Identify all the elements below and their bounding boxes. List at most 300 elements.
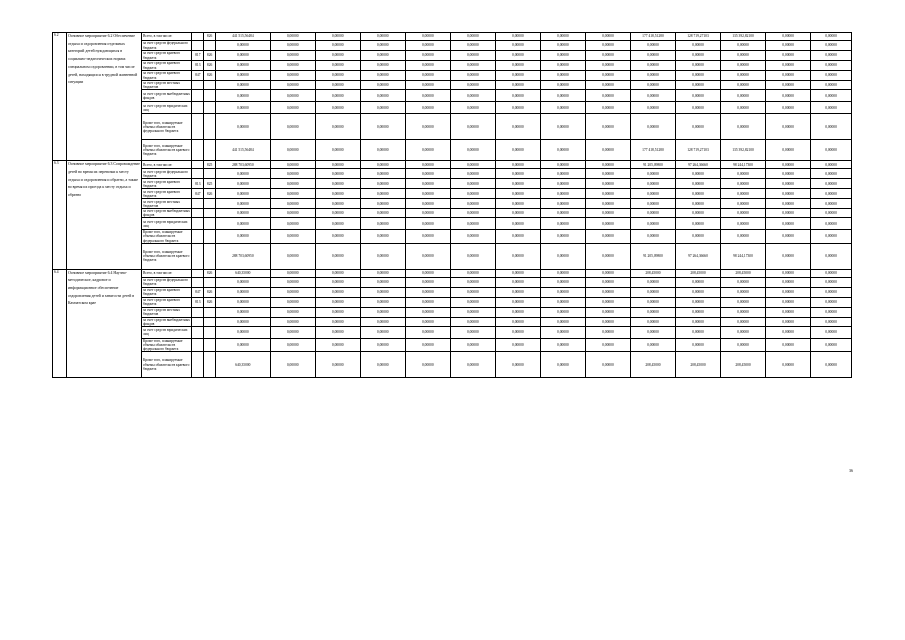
amount-cell: 0,00000	[495, 51, 540, 61]
amount-cell: 0,00000	[450, 41, 495, 51]
amount-cell: 0,00000	[585, 179, 630, 189]
table-row	[53, 189, 852, 199]
amount-cell: 0,00000	[450, 209, 495, 218]
amount-cell: 0,00000	[811, 338, 852, 351]
amount-cell: 0,00000	[315, 338, 360, 351]
amount-cell: 0,00000	[811, 33, 852, 41]
budget-table	[52, 32, 852, 378]
rz-code: 826	[204, 61, 216, 71]
amount-cell: 0,00000	[811, 61, 852, 71]
grbs-code: 847	[192, 189, 204, 199]
amount-cell: 0,00000	[360, 140, 405, 161]
amount-cell: 0,00000	[450, 338, 495, 351]
funding-source-label: Всего, в том числе:	[142, 269, 192, 277]
rz-code: 826	[204, 297, 216, 307]
amount-cell: 0,00000	[270, 81, 315, 90]
amount-cell: 0,00000	[495, 307, 540, 317]
rz-code	[204, 230, 216, 243]
amount-cell: 0,00000	[675, 209, 720, 218]
grbs-code	[192, 230, 204, 243]
section-description: Основное мероприятие 6.4 Научно-методическое, кадровое и информационное обеспечение оздоровления детей и занятости детей в Камчатском крае	[66, 269, 141, 377]
amount-cell: 0,00000	[766, 51, 811, 61]
amount-cell: 0,00000	[405, 218, 450, 230]
amount-cell: 0,00000	[216, 277, 271, 287]
amount-cell: 0,00000	[630, 71, 675, 81]
amount-cell: 0,00000	[495, 243, 540, 269]
amount-cell: 0,00000	[360, 90, 405, 102]
amount-cell: 0,00000	[766, 317, 811, 326]
amount-cell: 0,00000	[360, 338, 405, 351]
amount-cell: 0,00000	[405, 90, 450, 102]
table-row	[53, 218, 852, 230]
amount-cell: 0,00000	[360, 71, 405, 81]
amount-cell: 0,00000	[811, 41, 852, 51]
amount-cell: 0,00000	[450, 218, 495, 230]
grbs-code	[192, 41, 204, 51]
amount-cell: 0,00000	[585, 41, 630, 51]
amount-cell: 0,00000	[540, 114, 585, 140]
amount-cell: 0,00000	[495, 71, 540, 81]
amount-cell: 0,00000	[216, 114, 271, 140]
amount-cell: 0,00000	[630, 277, 675, 287]
grbs-code	[192, 169, 204, 179]
amount-cell: 0,00000	[450, 81, 495, 90]
amount-cell: 0,00000	[450, 199, 495, 209]
amount-cell: 0,00000	[540, 33, 585, 41]
amount-cell: 0,00000	[315, 114, 360, 140]
amount-cell: 0,00000	[315, 51, 360, 61]
amount-cell: 0,00000	[216, 81, 271, 90]
amount-cell: 0,00000	[270, 338, 315, 351]
amount-cell: 0,00000	[315, 61, 360, 71]
rz-code	[204, 90, 216, 102]
amount-cell: 0,00000	[270, 51, 315, 61]
amount-cell: 0,00000	[585, 307, 630, 317]
amount-cell: 0,00000	[675, 287, 720, 297]
amount-cell: 0,00000	[360, 102, 405, 114]
grbs-code	[192, 243, 204, 269]
amount-cell: 0,00000	[675, 199, 720, 209]
amount-cell: 0,00000	[766, 189, 811, 199]
amount-cell: 0,00000	[270, 230, 315, 243]
amount-cell: 91 205,09800	[630, 161, 675, 169]
amount-cell: 0,00000	[540, 41, 585, 51]
amount-cell: 0,00000	[630, 326, 675, 338]
amount-cell: 0,00000	[811, 140, 852, 161]
amount-cell: 0,00000	[450, 317, 495, 326]
amount-cell: 0,00000	[450, 326, 495, 338]
amount-cell: 0,00000	[721, 277, 766, 287]
amount-cell: 0,00000	[675, 338, 720, 351]
amount-cell: 0,00000	[495, 338, 540, 351]
grbs-code	[192, 269, 204, 277]
amount-cell: 0,00000	[315, 161, 360, 169]
amount-cell: 0,00000	[766, 90, 811, 102]
amount-cell: 0,00000	[721, 338, 766, 351]
amount-cell: 0,00000	[315, 140, 360, 161]
amount-cell: 0,00000	[315, 352, 360, 378]
amount-cell: 0,00000	[360, 277, 405, 287]
amount-cell: 0,00000	[216, 51, 271, 61]
amount-cell: 0,00000	[360, 287, 405, 297]
amount-cell: 0,00000	[495, 140, 540, 161]
amount-cell: 0,00000	[811, 90, 852, 102]
amount-cell: 0,00000	[270, 307, 315, 317]
amount-cell: 0,00000	[405, 33, 450, 41]
rz-code: 826	[204, 287, 216, 297]
amount-cell: 0,00000	[585, 338, 630, 351]
amount-cell: 0,00000	[495, 81, 540, 90]
amount-cell: 0,00000	[405, 41, 450, 51]
amount-cell: 0,00000	[405, 179, 450, 189]
amount-cell: 0,00000	[721, 189, 766, 199]
amount-cell: 0,00000	[360, 51, 405, 61]
amount-cell: 0,00000	[721, 287, 766, 297]
amount-cell: 0,00000	[360, 307, 405, 317]
amount-cell: 0,00000	[540, 297, 585, 307]
amount-cell: 0,00000	[675, 307, 720, 317]
amount-cell: 0,00000	[495, 102, 540, 114]
amount-cell: 0,00000	[585, 326, 630, 338]
amount-cell: 0,00000	[270, 71, 315, 81]
amount-cell: 0,00000	[811, 71, 852, 81]
table-row	[53, 81, 852, 90]
amount-cell: 0,00000	[721, 218, 766, 230]
table-row	[53, 243, 852, 269]
funding-source-label: за счет средств краевого бюджета	[142, 297, 192, 307]
amount-cell: 0,00000	[405, 81, 450, 90]
amount-cell: 0,00000	[405, 307, 450, 317]
amount-cell: 0,00000	[495, 317, 540, 326]
amount-cell: 0,00000	[540, 81, 585, 90]
amount-cell: 0,00000	[675, 61, 720, 71]
amount-cell: 0,00000	[315, 179, 360, 189]
amount-cell: 0,00000	[540, 243, 585, 269]
amount-cell: 0,00000	[216, 338, 271, 351]
funding-source-label: за счет средств краевого бюджета	[142, 51, 192, 61]
amount-cell: 0,00000	[540, 326, 585, 338]
amount-cell: 0,00000	[675, 326, 720, 338]
amount-cell: 0,00000	[630, 81, 675, 90]
amount-cell: 0,00000	[811, 102, 852, 114]
funding-source-label: за счет средств краевого бюджета	[142, 179, 192, 189]
amount-cell: 0,00000	[405, 338, 450, 351]
grbs-code: 813	[192, 179, 204, 189]
amount-cell: 0,00000	[405, 102, 450, 114]
amount-cell: 0,00000	[270, 287, 315, 297]
amount-cell: 0,00000	[360, 81, 405, 90]
amount-cell: 0,00000	[315, 41, 360, 51]
amount-cell: 0,00000	[450, 169, 495, 179]
amount-cell: 0,00000	[315, 277, 360, 287]
amount-cell: 0,00000	[585, 218, 630, 230]
grbs-code	[192, 307, 204, 317]
amount-cell: 0,00000	[405, 161, 450, 169]
amount-cell: 0,00000	[721, 81, 766, 90]
table-row	[53, 352, 852, 378]
amount-cell: 0,00000	[495, 114, 540, 140]
amount-cell: 0,00000	[360, 169, 405, 179]
amount-cell: 0,00000	[360, 218, 405, 230]
amount-cell: 0,00000	[630, 90, 675, 102]
amount-cell: 0,00000	[216, 297, 271, 307]
amount-cell: 0,00000	[270, 90, 315, 102]
amount-cell: 0,00000	[721, 90, 766, 102]
amount-cell: 0,00000	[766, 61, 811, 71]
page-number: 36	[849, 468, 853, 473]
amount-cell: 288 703,60950	[216, 161, 271, 169]
amount-cell: 0,00000	[721, 307, 766, 317]
rz-code	[204, 199, 216, 209]
amount-cell: 288 703,60950	[216, 243, 271, 269]
grbs-code: 813	[192, 297, 204, 307]
amount-cell: 0,00000	[450, 287, 495, 297]
amount-cell: 0,00000	[811, 218, 852, 230]
amount-cell: 0,00000	[585, 90, 630, 102]
funding-source-label: за счет средств внебюджетных фондов	[143, 209, 190, 218]
amount-cell: 0,00000	[216, 90, 271, 102]
amount-cell: 0,00000	[405, 169, 450, 179]
amount-cell: 0,00000	[675, 90, 720, 102]
grbs-code	[192, 277, 204, 287]
amount-cell: 0,00000	[811, 317, 852, 326]
amount-cell: 0,00000	[675, 51, 720, 61]
amount-cell: 0,00000	[216, 189, 271, 199]
amount-cell: 441 515,56484	[216, 33, 271, 41]
amount-cell: 0,00000	[405, 326, 450, 338]
amount-cell: 0,00000	[360, 61, 405, 71]
amount-cell: 0,00000	[405, 287, 450, 297]
funding-source-label: за счет средств краевого бюджета	[142, 189, 192, 199]
amount-cell: 0,00000	[450, 51, 495, 61]
table-row	[53, 307, 852, 317]
amount-cell: 0,00000	[585, 140, 630, 161]
amount-cell: 0,00000	[721, 209, 766, 218]
amount-cell: 0,00000	[360, 326, 405, 338]
amount-cell: 0,00000	[585, 81, 630, 90]
amount-cell: 0,00000	[630, 179, 675, 189]
amount-cell: 0,00000	[495, 179, 540, 189]
amount-cell: 98 244,17300	[721, 161, 766, 169]
amount-cell: 0,00000	[270, 199, 315, 209]
amount-cell: 0,00000	[450, 189, 495, 199]
table-row	[53, 179, 852, 189]
funding-source-label: Кроме того, планируемые объемы обязательств федерального бюджета	[142, 230, 192, 243]
rz-code: 825	[204, 179, 216, 189]
amount-cell: 0,00000	[270, 140, 315, 161]
amount-cell: 0,00000	[405, 61, 450, 71]
amount-cell: 0,00000	[270, 218, 315, 230]
amount-cell: 0,00000	[811, 287, 852, 297]
amount-cell: 0,00000	[811, 277, 852, 287]
amount-cell: 0,00000	[811, 230, 852, 243]
amount-cell: 0,00000	[585, 114, 630, 140]
table-row	[53, 277, 852, 287]
amount-cell: 0,00000	[811, 297, 852, 307]
amount-cell: 0,00000	[450, 90, 495, 102]
amount-cell: 0,00000	[630, 51, 675, 61]
amount-cell: 0,00000	[405, 269, 450, 277]
funding-source-label: Кроме того, планируемые объемы обязательств федерального бюджета	[142, 114, 192, 140]
amount-cell: 0,00000	[360, 114, 405, 140]
amount-cell: 0,00000	[540, 169, 585, 179]
amount-cell: 0,00000	[630, 317, 675, 326]
amount-cell: 0,00000	[360, 352, 405, 378]
amount-cell: 0,00000	[540, 209, 585, 218]
amount-cell: 0,00000	[766, 297, 811, 307]
amount-cell: 0,00000	[495, 287, 540, 297]
amount-cell: 0,00000	[766, 243, 811, 269]
grbs-code	[192, 317, 204, 326]
table-row	[53, 199, 852, 209]
funding-source-label: за счет средств краевого бюджета	[142, 71, 192, 81]
amount-cell: 0,00000	[766, 287, 811, 297]
amount-cell: 0,00000	[360, 243, 405, 269]
amount-cell: 0,00000	[721, 102, 766, 114]
table-row	[53, 71, 852, 81]
amount-cell: 0,00000	[360, 297, 405, 307]
amount-cell: 0,00000	[216, 209, 271, 218]
amount-cell: 0,00000	[766, 230, 811, 243]
amount-cell: 0,00000	[766, 169, 811, 179]
amount-cell: 0,00000	[766, 114, 811, 140]
amount-cell: 0,00000	[270, 317, 315, 326]
rz-code	[204, 102, 216, 114]
amount-cell: 208,45000	[721, 269, 766, 277]
amount-cell: 0,00000	[315, 169, 360, 179]
table-row	[53, 209, 852, 218]
amount-cell: 0,00000	[540, 102, 585, 114]
rz-code	[204, 277, 216, 287]
amount-cell: 0,00000	[766, 140, 811, 161]
amount-cell: 0,00000	[270, 269, 315, 277]
amount-cell: 0,00000	[675, 277, 720, 287]
amount-cell: 0,00000	[495, 218, 540, 230]
table-row	[53, 161, 852, 169]
funding-source-label: за счет средств внебюджетных фондов	[143, 91, 190, 100]
funding-source-label: за счет средств федерального бюджета	[142, 41, 192, 51]
amount-cell: 0,00000	[540, 317, 585, 326]
funding-source-label: Всего, в том числе:	[142, 33, 192, 41]
amount-cell: 0,00000	[405, 297, 450, 307]
rz-code	[204, 81, 216, 90]
amount-cell: 0,00000	[495, 161, 540, 169]
amount-cell: 0,00000	[495, 61, 540, 71]
amount-cell: 0,00000	[450, 179, 495, 189]
table-row	[53, 269, 852, 277]
amount-cell: 0,00000	[766, 102, 811, 114]
amount-cell: 0,00000	[450, 297, 495, 307]
amount-cell: 0,00000	[721, 114, 766, 140]
section-index: 6.3	[53, 161, 67, 269]
grbs-code	[192, 33, 204, 41]
amount-cell: 640,35000	[216, 269, 271, 277]
amount-cell: 0,00000	[630, 230, 675, 243]
amount-cell: 0,00000	[811, 81, 852, 90]
amount-cell: 0,00000	[450, 230, 495, 243]
amount-cell: 0,00000	[540, 61, 585, 71]
amount-cell: 0,00000	[585, 317, 630, 326]
amount-cell: 0,00000	[811, 352, 852, 378]
amount-cell: 208,45000	[721, 352, 766, 378]
amount-cell: 0,00000	[360, 33, 405, 41]
funding-source-label: за счет средств внебюджетных фондов	[143, 317, 190, 326]
amount-cell: 0,00000	[766, 81, 811, 90]
amount-cell: 0,00000	[766, 71, 811, 81]
amount-cell: 0,00000	[585, 51, 630, 61]
amount-cell: 0,00000	[766, 269, 811, 277]
funding-source-label: за счет средств местных бюджетов	[142, 81, 192, 90]
amount-cell: 0,00000	[315, 317, 360, 326]
amount-cell: 0,00000	[360, 317, 405, 326]
rz-code	[204, 326, 216, 338]
amount-cell: 0,00000	[540, 71, 585, 81]
amount-cell: 0,00000	[811, 179, 852, 189]
amount-cell: 0,00000	[540, 179, 585, 189]
amount-cell: 0,00000	[360, 41, 405, 51]
table-row	[53, 33, 852, 41]
rz-code	[204, 338, 216, 351]
amount-cell: 0,00000	[675, 71, 720, 81]
amount-cell: 0,00000	[450, 307, 495, 317]
grbs-code	[192, 209, 204, 218]
funding-source-label: за счет средств местных бюджетов	[142, 199, 192, 209]
amount-cell: 0,00000	[675, 114, 720, 140]
amount-cell: 0,00000	[405, 230, 450, 243]
amount-cell: 0,00000	[811, 114, 852, 140]
amount-cell: 0,00000	[811, 269, 852, 277]
amount-cell: 0,00000	[766, 41, 811, 51]
amount-cell: 0,00000	[495, 230, 540, 243]
amount-cell: 0,00000	[450, 269, 495, 277]
amount-cell: 0,00000	[811, 326, 852, 338]
amount-cell: 0,00000	[811, 169, 852, 179]
amount-cell: 0,00000	[270, 352, 315, 378]
rz-code	[204, 41, 216, 51]
amount-cell: 0,00000	[270, 189, 315, 199]
amount-cell: 0,00000	[315, 326, 360, 338]
amount-cell: 0,00000	[540, 51, 585, 61]
amount-cell: 0,00000	[811, 161, 852, 169]
section-description: Основное мероприятие 6.3 Сопровождение детей во время их перевозки к месту отдыха и оздоровления и обратно, а также во время их проезда к месту отдыха и обратно	[66, 161, 141, 269]
amount-cell: 0,00000	[811, 199, 852, 209]
amount-cell: 0,00000	[675, 297, 720, 307]
amount-cell: 0,00000	[405, 199, 450, 209]
amount-cell: 0,00000	[270, 179, 315, 189]
amount-cell: 0,00000	[270, 102, 315, 114]
amount-cell: 0,00000	[585, 61, 630, 71]
rz-code: 825	[204, 161, 216, 169]
amount-cell: 0,00000	[630, 61, 675, 71]
amount-cell: 0,00000	[315, 269, 360, 277]
amount-cell: 0,00000	[675, 189, 720, 199]
amount-cell: 0,00000	[630, 209, 675, 218]
amount-cell: 97 264,36660	[675, 243, 720, 269]
amount-cell: 0,00000	[315, 297, 360, 307]
amount-cell: 0,00000	[270, 243, 315, 269]
table-row	[53, 326, 852, 338]
amount-cell: 0,00000	[360, 209, 405, 218]
rz-code	[204, 307, 216, 317]
amount-cell: 0,00000	[405, 277, 450, 287]
amount-cell: 0,00000	[766, 326, 811, 338]
amount-cell: 0,00000	[450, 243, 495, 269]
rz-code	[204, 140, 216, 161]
amount-cell: 0,00000	[360, 199, 405, 209]
amount-cell: 0,00000	[270, 297, 315, 307]
grbs-code	[192, 114, 204, 140]
rz-code: 826	[204, 269, 216, 277]
